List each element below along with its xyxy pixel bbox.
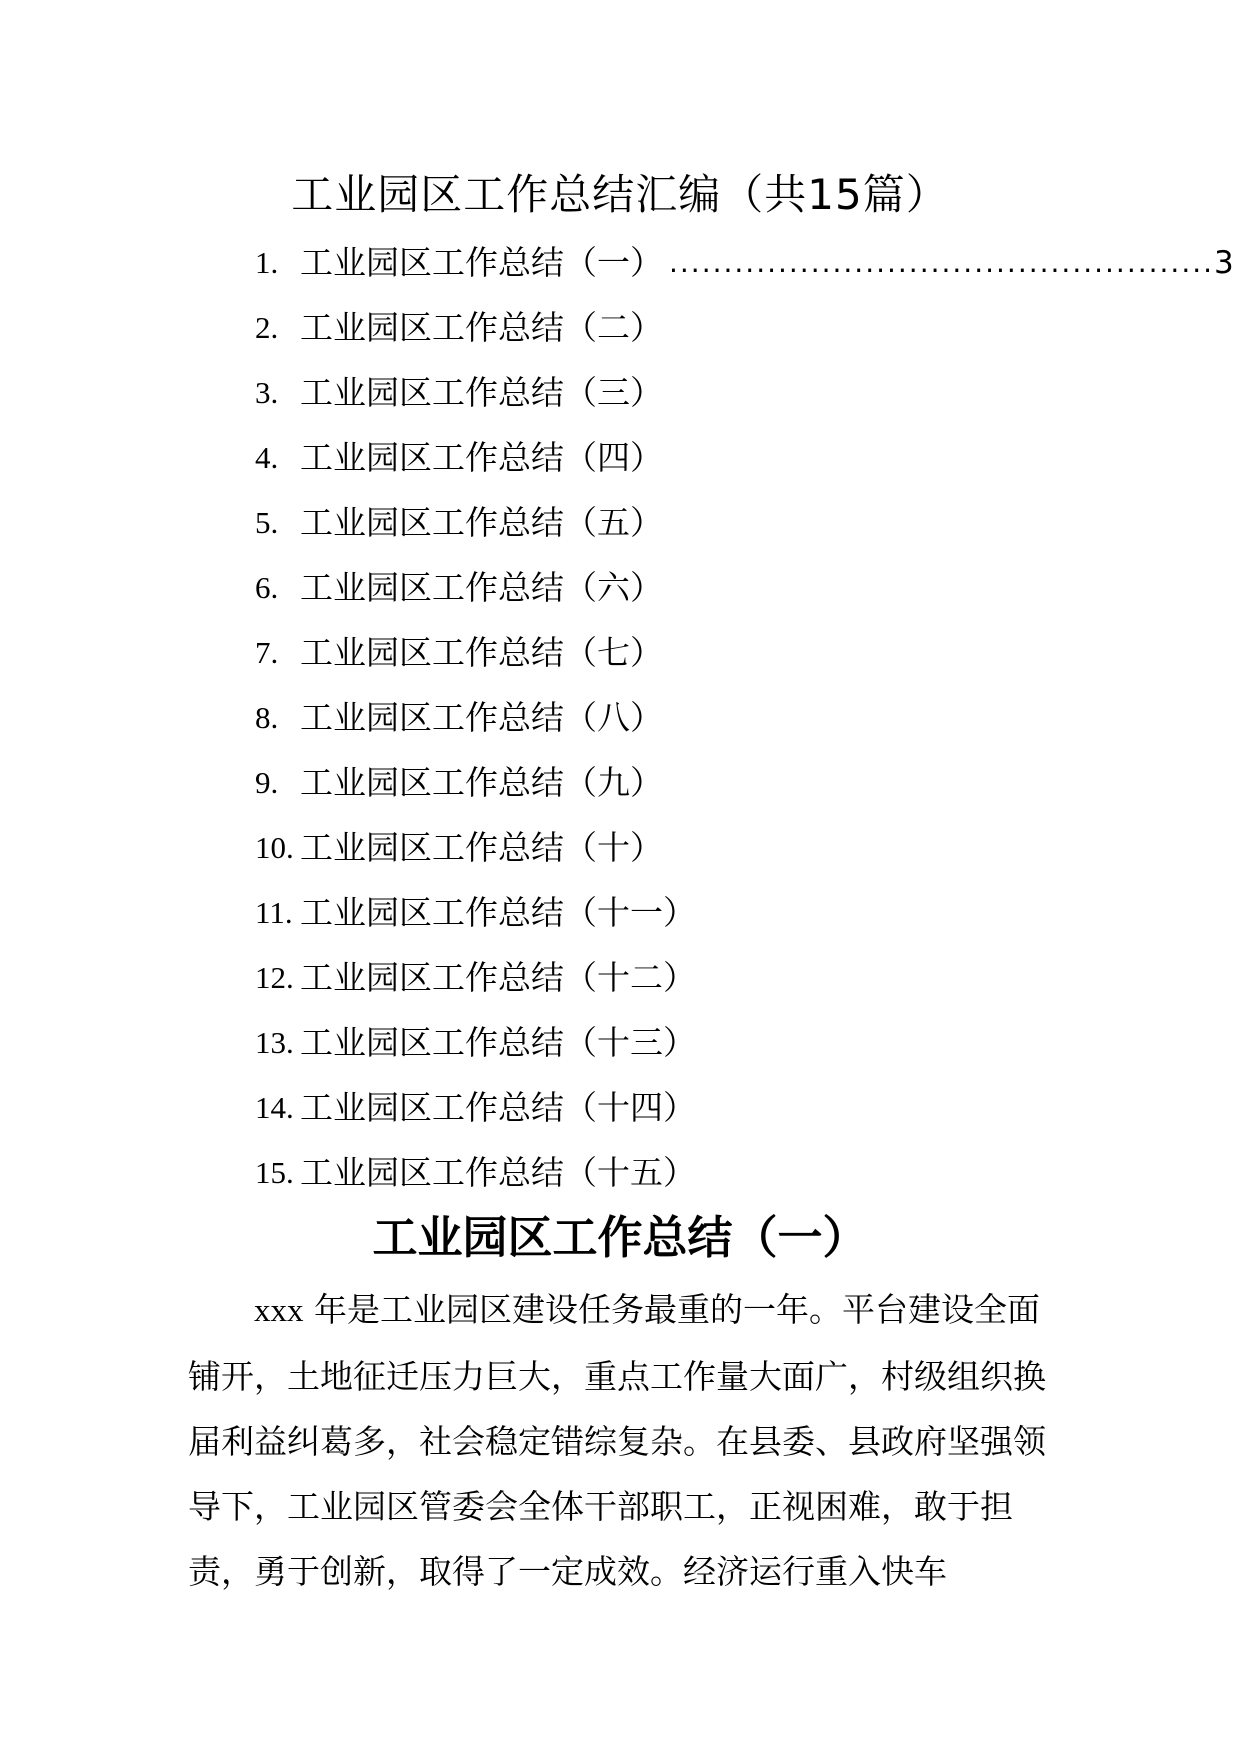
- toc-dot-leader: ..................................................: [669, 246, 1215, 279]
- toc-item-number: 2.: [255, 310, 279, 345]
- toc-item-title: 工业园区工作总结（九）: [300, 763, 663, 802]
- toc-item[interactable]: [255, 625, 1055, 690]
- toc-item-title: 工业园区工作总结（六）: [300, 568, 663, 607]
- toc-item[interactable]: [255, 755, 1055, 820]
- toc-item-number: 5.: [255, 505, 279, 540]
- toc-item[interactable]: [255, 1145, 1055, 1210]
- toc-item-number: 14.: [255, 1090, 294, 1125]
- toc-item[interactable]: [255, 950, 1055, 1015]
- toc-item-title: 工业园区工作总结（三）: [300, 373, 663, 412]
- toc-item[interactable]: [255, 690, 1055, 755]
- toc-item-title: 工业园区工作总结（十四）: [300, 1088, 696, 1127]
- toc-item-number: 4.: [255, 440, 279, 475]
- toc-item[interactable]: [255, 820, 1055, 885]
- year-placeholder: xxx: [254, 1293, 304, 1329]
- toc-item[interactable]: [255, 885, 1055, 950]
- toc-item[interactable]: [255, 365, 1055, 430]
- toc-item-number: 6.: [255, 570, 279, 605]
- toc-item-title: 工业园区工作总结（四）: [300, 438, 663, 477]
- toc-item-title: 工业园区工作总结（八）: [300, 698, 663, 737]
- toc-item-title: 工业园区工作总结（十三）: [300, 1023, 696, 1062]
- toc-item-title: 工业园区工作总结（十二）: [300, 958, 696, 997]
- toc-item-title: 工业园区工作总结（十五）: [300, 1153, 696, 1192]
- toc-item-number: 9.: [255, 765, 279, 800]
- toc-item-number: 3.: [255, 375, 279, 410]
- toc-item-title: 工业园区工作总结（十一）: [300, 893, 696, 932]
- toc-item-number: 12.: [255, 960, 294, 995]
- toc-item-title: 工业园区工作总结（二）: [300, 308, 663, 347]
- section-heading: 工业园区工作总结（一）: [372, 1211, 868, 1264]
- toc-item[interactable]: [255, 300, 1055, 365]
- toc-item-number: 7.: [255, 635, 279, 670]
- toc-item-title: 工业园区工作总结（七）: [300, 633, 663, 672]
- toc-item-number: 15.: [255, 1155, 294, 1190]
- toc-item[interactable]: [255, 495, 1055, 560]
- toc-item-title: 工业园区工作总结（一）: [300, 243, 663, 282]
- toc-item[interactable]: [255, 235, 1234, 300]
- paragraph-text: 年是工业园区建设任务最重的一年。平台建设全面铺开，土地征迁压力巨大，重点工作量大面广，村级组织换届利益纠葛多，社会稳定错综复杂。在县委、县政府坚强领导下，工业园区管委会全体干部职工，正视困难，敢于担责，勇于创新，取得了一定成效。经济运行重入快车: [188, 1290, 1046, 1591]
- toc-item-number: 10.: [255, 830, 294, 865]
- toc-item[interactable]: [255, 560, 1055, 625]
- toc-item-number: 13.: [255, 1025, 294, 1060]
- section-paragraph: [188, 1277, 1068, 1604]
- toc-item-number: 11.: [255, 895, 293, 930]
- toc-item[interactable]: [255, 430, 1055, 495]
- toc-item-title: 工业园区工作总结（十）: [300, 828, 663, 867]
- toc-item[interactable]: [255, 1080, 1055, 1145]
- toc-page-number: 3: [1214, 245, 1234, 281]
- toc-item-number: 1.: [255, 245, 279, 280]
- table-of-contents: [255, 235, 1234, 1210]
- toc-item-number: 8.: [255, 700, 279, 735]
- toc-item-title: 工业园区工作总结（五）: [300, 503, 663, 542]
- document-title: 工业园区工作总结汇编（共15篇）: [291, 170, 949, 219]
- toc-item[interactable]: [255, 1015, 1055, 1080]
